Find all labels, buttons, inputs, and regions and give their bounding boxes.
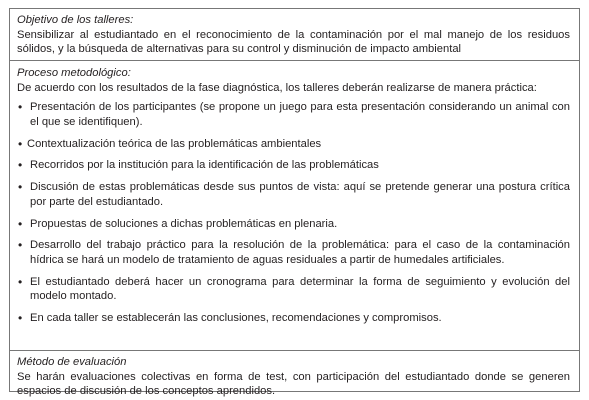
list-item xyxy=(17,238,570,267)
bullet-icon: • xyxy=(18,216,23,231)
bullet-icon: • xyxy=(18,180,23,195)
list-item-text: Propuestas de soluciones a dichas problemáticas en plenaria. xyxy=(30,217,338,230)
objective-heading: Objetivo de los talleres: xyxy=(17,14,134,26)
evaluation-heading: Método de evaluación xyxy=(17,356,127,368)
objective-section xyxy=(10,9,579,60)
process-steps-list xyxy=(17,100,570,325)
workshop-plan-table xyxy=(9,8,580,398)
bullet-icon: • xyxy=(18,100,23,115)
objective-text: Sensibilizar al estudiantado en el reconocimiento de la contaminación por el mal manejo de los residuos sólidos, y la búsqueda de alternativas para su control y disminución de impacto ambiental xyxy=(17,28,570,56)
list-item-text: Presentación de los participantes (se propone un juego para esta presentación considerando un animal con el que se identifiquen). xyxy=(30,101,570,128)
bullet-icon: • xyxy=(18,311,23,326)
evaluation-section xyxy=(10,350,579,398)
evaluation-text: Se harán evaluaciones colectivas en forma de test, con participación del estudiantado donde se generen espacios de discusión de los conceptos aprendidos. xyxy=(17,370,570,398)
list-item xyxy=(17,275,570,304)
list-item-text: Recorridos por la institución para la identificación de las problemáticas xyxy=(30,159,379,172)
list-item xyxy=(17,158,570,173)
process-section xyxy=(10,60,579,350)
list-item xyxy=(17,311,570,326)
process-intro: De acuerdo con los resultados de la fase diagnóstica, los talleres deberán realizarse de manera práctica: xyxy=(17,81,537,94)
list-item-text: Contextualización teórica de las problemáticas ambientales xyxy=(27,137,322,150)
list-item-text: Desarrollo del trabajo práctico para la resolución de la problemática: para el caso de la contaminación hídrica se hará un modelo de tratamiento de aguas residuales a partir de humedales artificiales. xyxy=(30,239,570,266)
process-heading: Proceso metodológico: xyxy=(17,67,131,79)
list-item-text: El estudiantado deberá hacer un cronograma para determinar la forma de seguimiento y evolución del modelo montado. xyxy=(30,275,570,303)
bullet-icon: • xyxy=(18,158,23,173)
list-item xyxy=(17,217,570,232)
list-item xyxy=(17,180,570,209)
list-item-text: En cada taller se establecerán las conclusiones, recomendaciones y compromisos. xyxy=(30,312,442,325)
list-item xyxy=(17,137,570,152)
list-item xyxy=(17,100,570,129)
list-item-text: Discusión de estas problemáticas desde sus puntos de vista: aquí se pretende generar una postura crítica por parte del estudiantado. xyxy=(30,181,570,208)
bullet-icon: • xyxy=(18,136,23,151)
bullet-icon: • xyxy=(18,274,23,289)
bullet-icon: • xyxy=(18,238,23,253)
